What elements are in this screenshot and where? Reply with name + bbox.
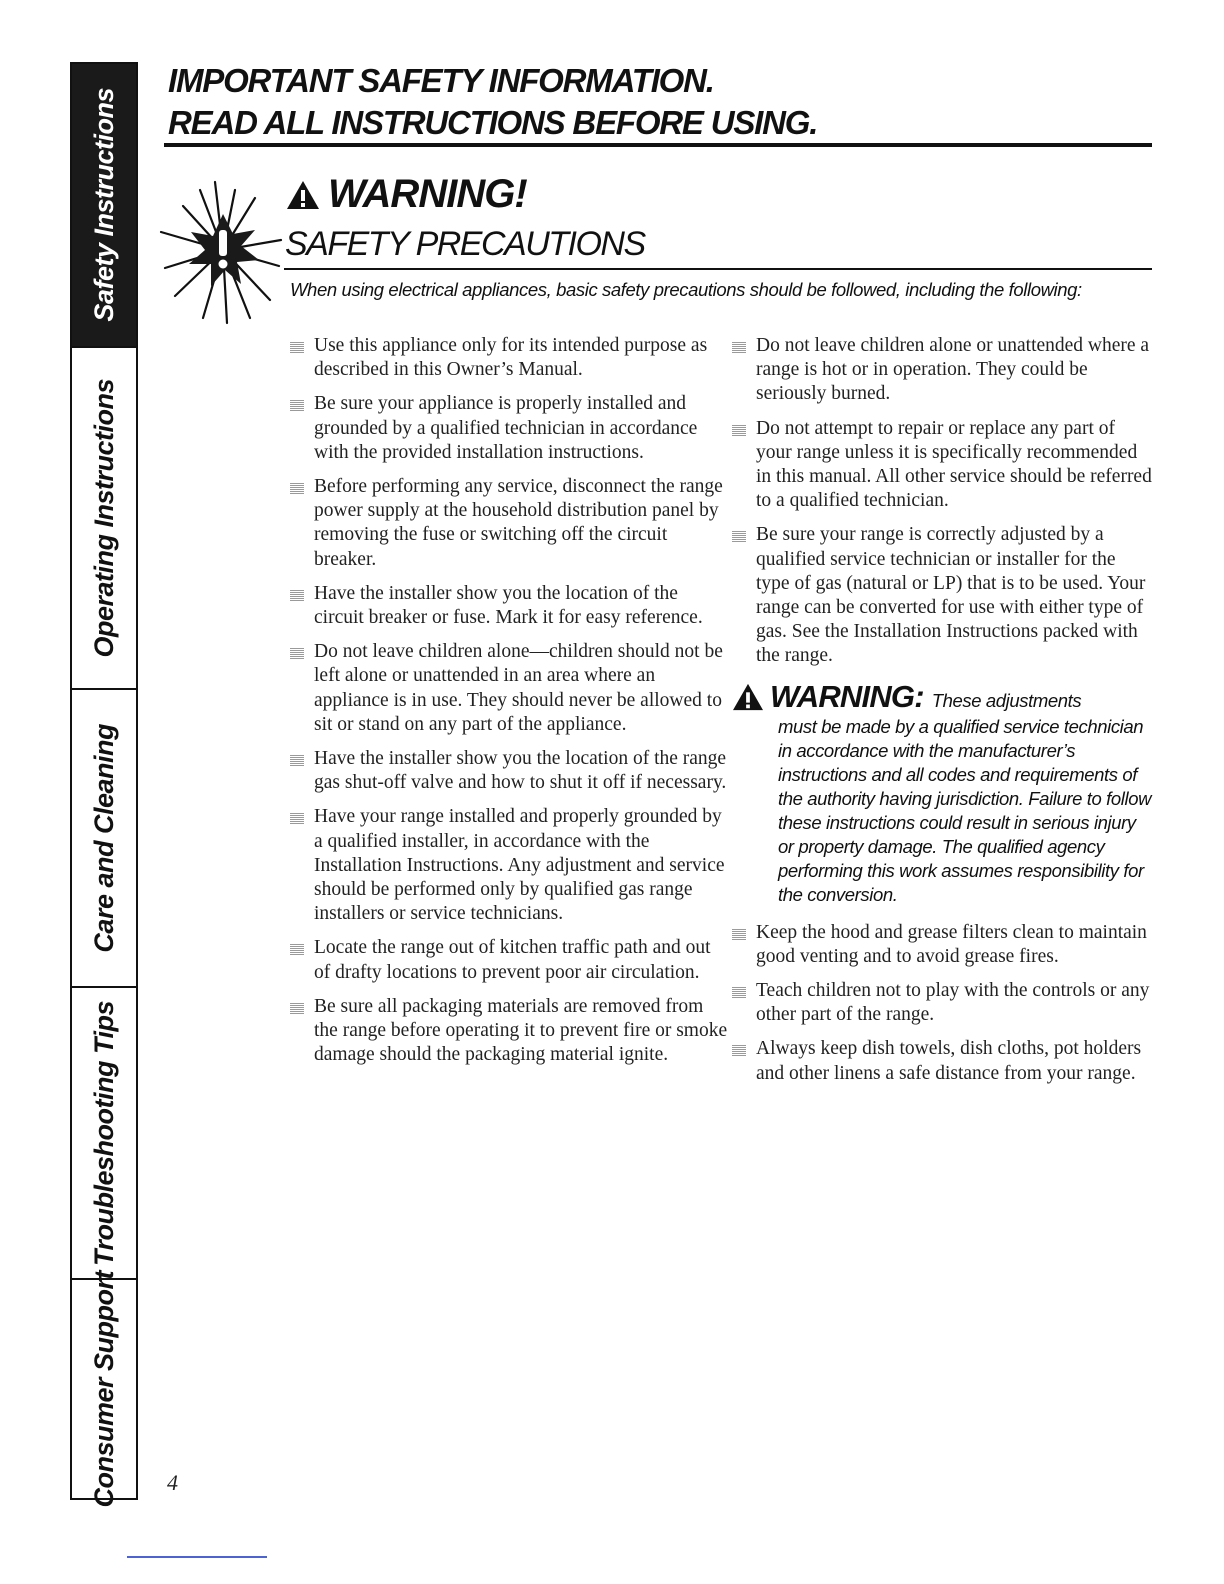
footer-line xyxy=(127,1556,267,1558)
warning-label: WARNING: xyxy=(770,678,924,714)
list-item: Keep the hood and grease filters clean to maintain good venting and to avoid grease fires. xyxy=(732,921,1152,969)
bullet-icon xyxy=(732,986,746,998)
bullet-icon xyxy=(290,589,304,601)
list-item: Be sure your range is correctly adjusted by a qualified service technician or installer for the type of gas (natural or LP) that is to be used. Your range can be converted for use with either type of gas. See the Installation Instructions packed with the range. xyxy=(732,523,1152,668)
tab-label: Consumer Support xyxy=(88,1270,119,1508)
bullet-icon xyxy=(290,1002,304,1014)
left-column xyxy=(290,334,730,1077)
bullet-icon xyxy=(732,928,746,940)
warning-text-lead: These adjustments xyxy=(931,689,1082,711)
warning-text-body: must be made by a qualified service technician in accordance with the manufacturer’s instructions and all codes and requirements of the authority having jurisdiction. Failure to follow these instructions could result in serious injury or property damage. The qualified agency performing this work assumes responsibility for the conversion. xyxy=(778,715,1152,905)
header-line-1: IMPORTANT SAFETY INFORMATION. xyxy=(168,62,714,99)
page-header xyxy=(168,60,1150,144)
bullet-icon xyxy=(290,812,304,824)
bullet-icon xyxy=(732,424,746,436)
list-item: Have the installer show you the location of the range gas shut-off valve and how to shut it off if necessary. xyxy=(290,747,730,795)
warning-triangle-icon xyxy=(286,179,320,211)
tab-label: Troubleshooting Tips xyxy=(88,1000,119,1266)
list-item: Before performing any service, disconnect the range power supply at the household distribution panel by removing the fuse or switching off the circuit breaker. xyxy=(290,475,730,572)
bullet-icon xyxy=(732,530,746,542)
bullet-icon xyxy=(290,754,304,766)
list-item: Locate the range out of kitchen traffic path and out of drafty locations to prevent poor air circulation. xyxy=(290,936,730,984)
list-item: Always keep dish towels, dish cloths, pot holders and other linens a safe distance from your range. xyxy=(732,1037,1152,1085)
tab-consumer-support[interactable] xyxy=(72,1270,136,1508)
header-rule xyxy=(164,143,1152,147)
section-subtitle: SAFETY PRECAUTIONS xyxy=(285,225,645,263)
section-tab-bar xyxy=(70,62,138,1508)
list-item: Do not leave children alone or unattended where a range is hot or in operation. They could be seriously burned. xyxy=(732,334,1152,407)
intro-text: When using electrical appliances, basic safety precautions should be followed, including the following: xyxy=(290,279,1082,300)
list-item: Do not leave children alone—children should not be left alone or unattended in an area where an appliance is in use. They should never be allowed to sit or stand on any part of the appliance. xyxy=(290,640,730,737)
bullet-icon xyxy=(290,943,304,955)
list-item: Be sure your appliance is properly installed and grounded by a qualified technician in accordance with the provided installation instructions. xyxy=(290,392,730,465)
warning-burst-icon xyxy=(155,168,290,333)
list-item: Teach children not to play with the controls or any other part of the range. xyxy=(732,979,1152,1027)
warning-triangle-icon xyxy=(732,682,764,712)
bullet-icon xyxy=(290,482,304,494)
tab-care-and-cleaning[interactable] xyxy=(72,690,136,988)
bullet-icon xyxy=(290,399,304,411)
tab-troubleshooting-tips[interactable] xyxy=(72,988,136,1280)
list-item: Use this appliance only for its intended purpose as described in this Owner’s Manual. xyxy=(290,334,730,382)
page-number: 4 xyxy=(167,1470,178,1495)
tab-safety-instructions[interactable] xyxy=(72,64,136,348)
bullet-icon xyxy=(290,341,304,353)
list-item: Be sure all packaging materials are removed from the range before operating it to prevent fire or smoke damage should the packaging material ignite. xyxy=(290,995,730,1068)
list-item: Have your range installed and properly grounded by a qualified installer, in accordance with the Installation Instructions. Any adjustment and service should be performed only by qualified gas range installers or service technicians. xyxy=(290,805,730,926)
tab-label: Care and Cleaning xyxy=(88,723,119,953)
warning-title-text: WARNING! xyxy=(328,172,527,216)
subtitle-rule xyxy=(284,268,1152,270)
bullet-icon xyxy=(732,1044,746,1056)
tab-label: Operating Instructions xyxy=(88,378,119,658)
bullet-icon xyxy=(732,341,746,353)
tab-operating-instructions[interactable] xyxy=(72,348,136,690)
list-item: Have the installer show you the location of the circuit breaker or fuse. Mark it for easy reference. xyxy=(290,582,730,630)
bullet-icon xyxy=(290,647,304,659)
right-column xyxy=(732,334,1152,1096)
tab-label: Safety Instructions xyxy=(88,88,119,322)
conversion-warning xyxy=(732,679,1152,907)
header-line-2: READ ALL INSTRUCTIONS BEFORE USING. xyxy=(168,104,818,141)
warning-title xyxy=(286,172,527,217)
list-item: Do not attempt to repair or replace any part of your range unless it is specifically recommended in this manual. All other service should be referred to a qualified technician. xyxy=(732,417,1152,514)
